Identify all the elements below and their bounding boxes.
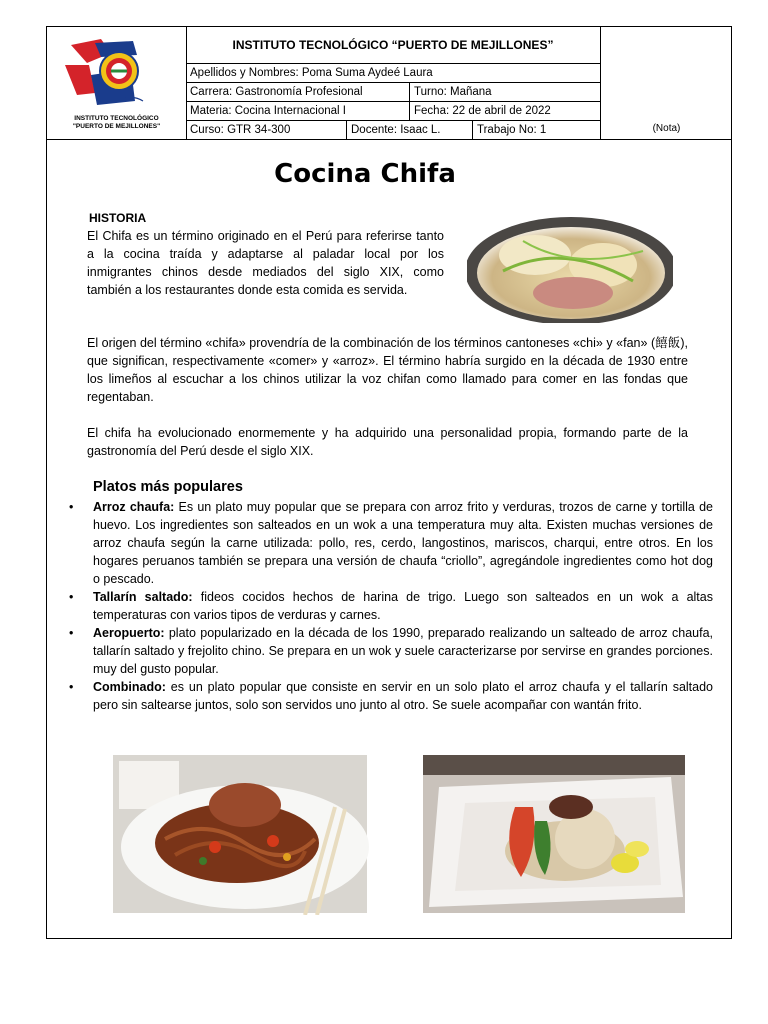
aeropuerto-dish-image — [415, 747, 693, 919]
nota-cell — [600, 27, 732, 139]
dish-name: Combinado: — [93, 680, 166, 694]
list-item — [93, 624, 713, 678]
carrera-field: Carrera: Gastronomía Profesional — [190, 86, 363, 98]
wonton-soup-image — [463, 211, 677, 327]
logo-text-line-1: INSTITUTO TECNOLÓGICO — [74, 115, 159, 122]
curso-field: Curso: GTR 34-300 — [190, 124, 291, 136]
turno-field: Turno: Mañana — [409, 83, 600, 101]
historia-paragraph-1: El Chifa es un término originado en el Perú para referirse tanto a la cocina traída y adaptarse al paladar local por los inmigrantes chinos desde mediados del siglo XIX, como también a los restaurantes donde esta comida es servida. — [87, 229, 444, 297]
page-title: Cocina Chifa — [274, 159, 456, 189]
institution-name: INSTITUTO TECNOLÓGICO “PUERTO DE MEJILLONES” — [232, 38, 554, 52]
dish-description: fideos cocidos hechos de harina de trigo. Luego son salteados en un wok a altas temperaturas con varios tipos de verduras y carnes. — [93, 590, 713, 622]
dish-name: Arroz chaufa: — [93, 500, 175, 514]
fecha-field: Fecha: 22 de abril de 2022 — [409, 102, 600, 120]
dish-description: plato popularizado en la década de los 1990, preparado realizando un salteado de arroz chaufa, tallarín saltado y frejolito chino. Se prepara en un wok y suele caracterizarse por servirse en grandes porciones. muy del gusto popular. — [93, 626, 713, 676]
header-table — [47, 27, 731, 140]
docente-field: Docente: Isaac L. — [346, 121, 472, 139]
dish-description: es un plato popular que consiste en servir en un solo plato el arroz chaufa y el tallarín saltado pero sin saltearse juntos, solo son servidos uno junto al otro. Se suele acompañar con wantán frito. — [93, 680, 713, 712]
institute-logo-icon — [61, 35, 171, 111]
list-item — [93, 498, 713, 588]
platos-heading: Platos más populares — [93, 479, 243, 495]
dish-name: Tallarín saltado: — [93, 590, 193, 604]
list-item — [93, 678, 713, 714]
trabajo-field: Trabajo No: 1 — [472, 121, 600, 139]
historia-paragraph-2: El origen del término «chifa» provendría de la combinación de los términos cantoneses «chi» y «fan» (饎飯), que significan, respectivamente «comer» y «arroz». El término habría surgido en la década de 1930 entre los limeños al escuchar a los chinos utilizar la voz chifan como llamado para comer en las fondas que regentaban. — [87, 336, 688, 404]
logo-cell — [47, 27, 187, 139]
materia-field: Materia: Cocina Internacional I — [190, 105, 346, 117]
dish-name: Aeropuerto: — [93, 626, 165, 640]
apellidos-field: Apellidos y Nombres: Poma Suma Aydeé Laura — [190, 67, 433, 79]
platos-list — [93, 498, 713, 714]
historia-heading: HISTORIA — [89, 211, 147, 225]
tallarin-saltado-image — [105, 747, 375, 919]
nota-label: (Nota) — [652, 123, 681, 134]
dish-description: Es un plato muy popular que se prepara con arroz frito y verduras, trozos de carne y tortilla de huevo. Los ingredientes son salteados en un wok a una temperatura muy alta. Existen muchas versiones de arroz chaufa según la carne utilizada: pollo, res, cerdo, langostinos, mariscos, charqui, entre otros. En los hogares peruanos también se prepara una versión de chaufa “criollo”, agregándole ingredientes como hot dog o pescado. — [93, 500, 713, 586]
logo-text-line-2: "PUERTO DE MEJILLONES" — [72, 123, 161, 130]
list-item — [93, 588, 713, 624]
info-grid — [186, 27, 600, 139]
historia-paragraph-3: El chifa ha evolucionado enormemente y ha adquirido una personalidad propia, formando parte de la gastronomía del Perú desde el siglo XIX. — [87, 426, 688, 458]
document-page — [46, 26, 732, 939]
